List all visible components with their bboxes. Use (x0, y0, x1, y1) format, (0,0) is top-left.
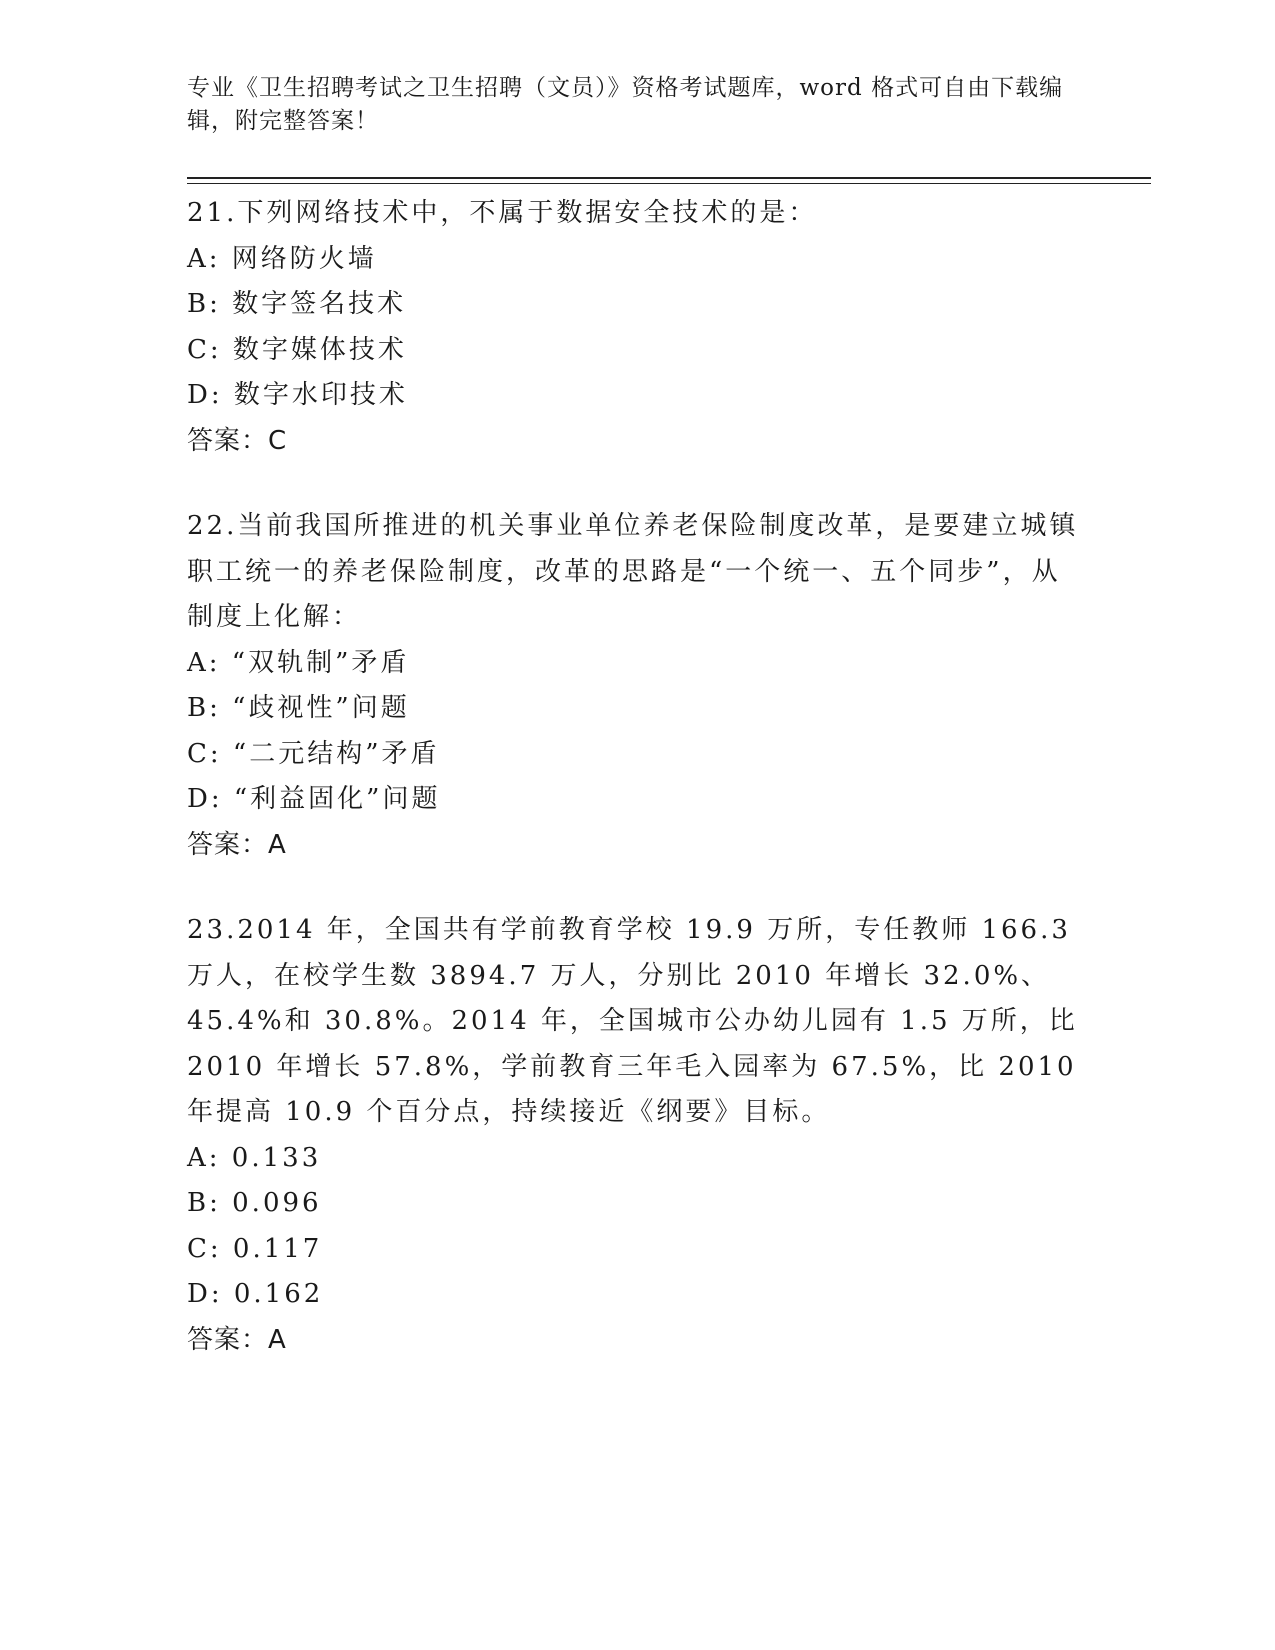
option-d: D: 数字水印技术 (187, 380, 408, 410)
answer-label: 答案：A (187, 829, 287, 860)
question-stem: 22.当前我国所推进的机关事业单位养老保险制度改革，是要建立城镇职工统一的养老保险制度，改革的思路是“一个统一、五个同步”，从制度上化解： (187, 511, 1079, 632)
question-stem: 23.2014 年，全国共有学前教育学校 19.9 万所，专任教师 166.3 万人，在校学生数 3894.7 万人，分别比 2010 年增长 32.0%、45.4%和 30.8%。2014 年，全国城市公办幼儿园有 1.5 万所，比 2010 年增长 57.8%，学前教育三年毛入园率为 67.5%，比 2010 年提高 10.9 个百分点，持续接近《纲要》目标。 (187, 915, 1078, 1127)
option-b: B: “歧视性”问题 (187, 693, 410, 723)
option-b: B: 0.096 (187, 1188, 322, 1218)
option-c: C: 0.117 (187, 1233, 323, 1264)
option-a: A: “双轨制”矛盾 (187, 647, 410, 678)
option-d: D: “利益固化”问题 (187, 784, 441, 814)
header-divider-thin (187, 183, 1151, 184)
option-a: A: 0.133 (187, 1142, 322, 1173)
option-a: A: 网络防火墙 (187, 243, 377, 274)
question-stem: 21.下列网络技术中，不属于数据安全技术的是： (187, 198, 818, 228)
question-23 (187, 908, 1087, 1363)
question-21 (187, 191, 1087, 464)
question-22 (187, 504, 1087, 868)
option-d: D: 0.162 (187, 1279, 324, 1309)
option-b: B: 数字签名技术 (187, 289, 407, 319)
answer-label: 答案：C (187, 425, 288, 456)
option-c: C: 数字媒体技术 (187, 334, 407, 365)
answer-label: 答案：A (187, 1324, 287, 1355)
option-c: C: “二元结构”矛盾 (187, 738, 440, 769)
document-intro: 专业《卫生招聘考试之卫生招聘（文员）》资格考试题库，word 格式可自由下载编辑，附完整答案！ (187, 75, 1064, 134)
header-divider-thick (187, 177, 1151, 179)
question-list (187, 191, 1087, 1403)
